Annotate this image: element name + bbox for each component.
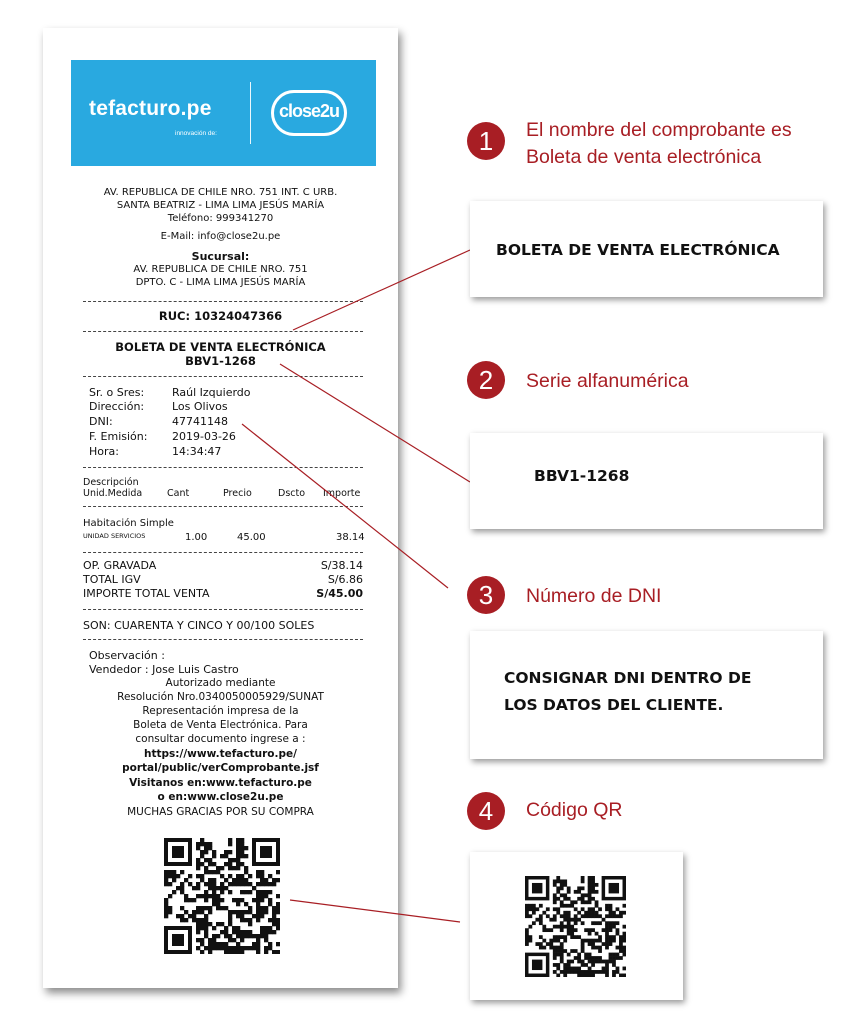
item-name: Habitación Simple xyxy=(83,518,174,529)
customer-label: Sr. o Sres: xyxy=(89,386,145,399)
header-qty: Cant xyxy=(167,488,190,499)
footer-line: Boleta de Venta Electrónica. Para xyxy=(133,719,308,731)
thanks-message: MUCHAS GRACIAS POR SU COMPRA xyxy=(127,806,314,818)
consult-link: portal/public/verComprobante.jsf xyxy=(122,762,319,774)
customer-label: Dirección: xyxy=(89,400,145,413)
callout-title: Número de DNI xyxy=(526,585,662,607)
callout-title: El nombre del comprobante es xyxy=(526,119,792,141)
header-amount: Importe xyxy=(323,488,361,499)
callout-number-4: 4 xyxy=(467,792,505,830)
total-label: OP. GRAVADA xyxy=(83,559,157,572)
callout-box-doc-type xyxy=(470,201,823,297)
customer-label: DNI: xyxy=(89,415,113,428)
brand-tagline: innovación de: xyxy=(175,130,217,137)
customer-value: 47741148 xyxy=(172,415,228,428)
callout-box-qr xyxy=(470,852,683,1000)
total-value: S/38.14 xyxy=(320,559,363,572)
callout-box-text: BBV1-1268 xyxy=(534,467,630,485)
observation: Observación : xyxy=(89,649,165,662)
customer-label: Hora: xyxy=(89,445,119,458)
qr-code-icon xyxy=(525,876,626,977)
brand-logo: tefacturo.pe xyxy=(89,97,212,120)
address-line: AV. REPUBLICA DE CHILE NRO. 751 INT. C URB. xyxy=(103,187,338,198)
customer-label: F. Emisión: xyxy=(89,430,148,443)
customer-value: 14:34:47 xyxy=(172,445,222,458)
close2u-logo-text: close2u xyxy=(278,101,340,121)
header-description: Descripción xyxy=(83,477,139,488)
callout-number-3: 3 xyxy=(467,576,505,614)
footer-line: Autorizado mediante xyxy=(165,677,276,689)
doc-serie: BBV1-1268 xyxy=(185,354,256,368)
visit-link: o en:www.close2u.pe xyxy=(157,791,284,803)
total-value: S/6.86 xyxy=(327,573,363,586)
ruc: RUC: 10324047366 xyxy=(158,309,283,323)
total-label: IMPORTE TOTAL VENTA xyxy=(83,587,210,600)
callout-number-2: 2 xyxy=(467,361,505,399)
consult-link: https://www.tefacturo.pe/ xyxy=(144,748,297,760)
callout-box-serie xyxy=(470,433,823,529)
total-value: S/45.00 xyxy=(316,587,363,600)
footer-line: Resolución Nro.0340050005929/SUNAT xyxy=(117,691,324,703)
header-discount: Dscto xyxy=(278,488,306,499)
total-label: TOTAL IGV xyxy=(83,573,141,586)
phone: Teléfono: 999341270 xyxy=(167,213,274,224)
callout-box-text: LOS DATOS DEL CLIENTE. xyxy=(504,696,724,714)
customer-value: 2019-03-26 xyxy=(172,430,236,443)
address-line: SANTA BEATRIZ - LIMA LIMA JESÚS MARÍA xyxy=(116,200,325,211)
footer-line: Representación impresa de la xyxy=(142,705,299,717)
header-unit: Unid.Medida xyxy=(83,488,143,499)
seller: Vendedor : Jose Luis Castro xyxy=(89,663,239,676)
callout-box-text: BOLETA DE VENTA ELECTRÓNICA xyxy=(496,241,780,259)
branch-address: DPTO. C - LIMA LIMA JESÚS MARÍA xyxy=(135,277,306,288)
callout-box-dni xyxy=(470,631,823,759)
branch-address: AV. REPUBLICA DE CHILE NRO. 751 xyxy=(133,264,308,275)
footer-line: consultar documento ingrese a : xyxy=(135,733,306,745)
item-price: 45.00 xyxy=(237,532,266,543)
branch-label: Sucursal: xyxy=(191,250,250,263)
email: E-Mail: info@close2u.pe xyxy=(160,231,281,242)
customer-value: Los Olivos xyxy=(172,400,228,413)
callout-number-1: 1 xyxy=(467,122,505,160)
amount-in-words: SON: CUARENTA Y CINCO Y 00/100 SOLES xyxy=(83,619,315,632)
header-price: Precio xyxy=(223,488,252,499)
item-amount: 38.14 xyxy=(336,532,365,543)
callout-title: Serie alfanumérica xyxy=(526,370,689,392)
callout-title: Boleta de venta electrónica xyxy=(526,146,762,168)
callout-box-text: CONSIGNAR DNI DENTRO DE xyxy=(504,669,752,687)
customer-value: Raúl Izquierdo xyxy=(172,386,251,399)
doc-type: BOLETA DE VENTA ELECTRÓNICA xyxy=(115,340,326,354)
item-unit: UNIDAD SERVICIOS xyxy=(83,532,146,540)
item-qty: 1.00 xyxy=(185,532,208,543)
callout-title: Código QR xyxy=(526,799,623,821)
visit-link: Visitanos en:www.tefacturo.pe xyxy=(129,777,312,789)
